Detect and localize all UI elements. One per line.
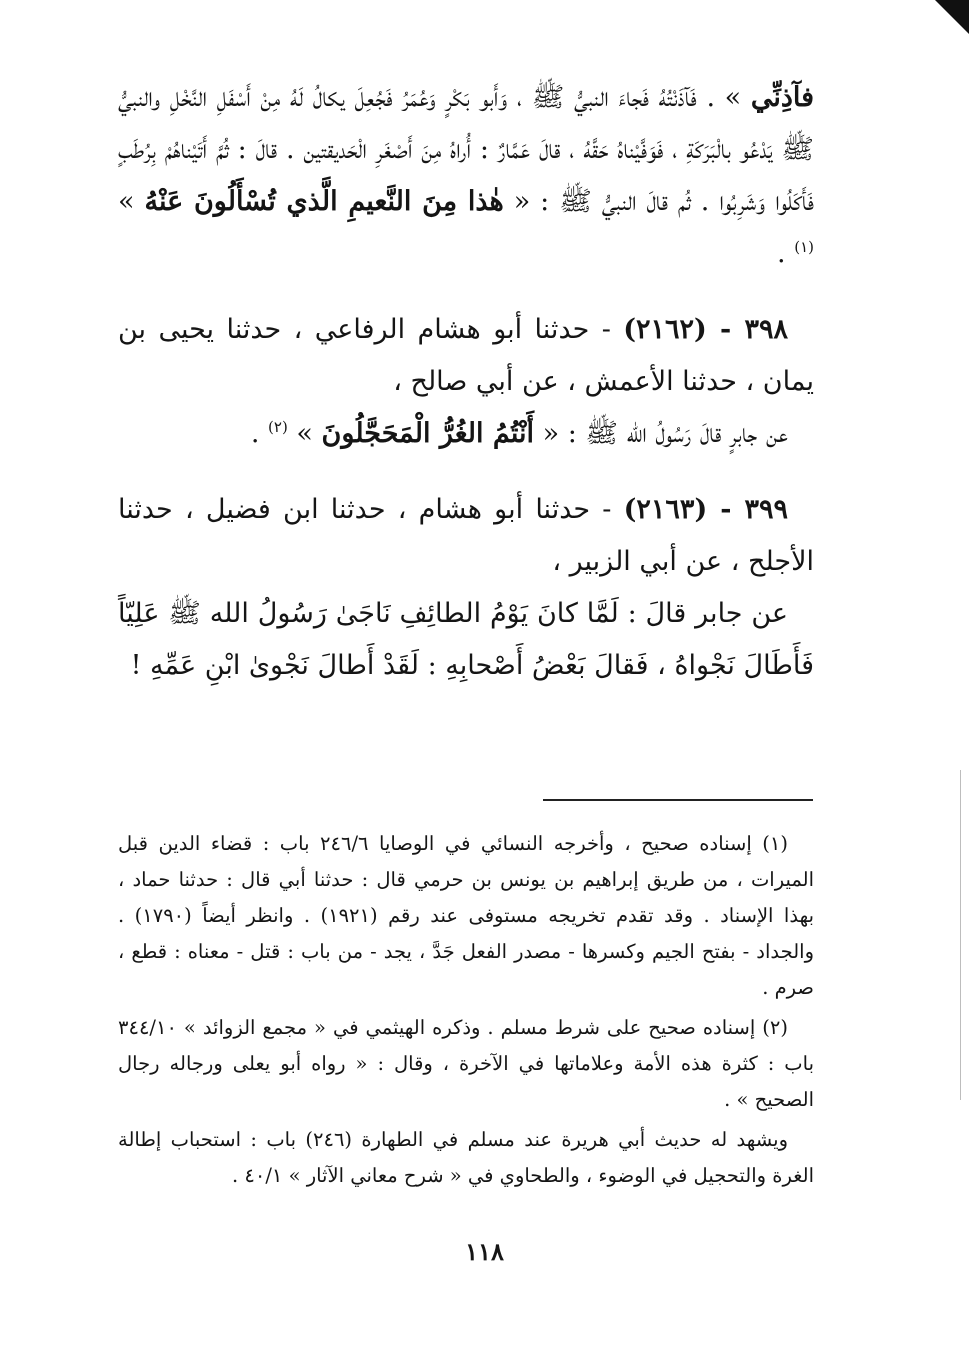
footnote-2: (٢) إسناده صحيح على شرط مسلم . وذكره الهيثمي في « مجمع الزوائد » ٣٤٤/١٠ باب : كثرة هذه الأمة وعلاماتها في الآخرة ، وقال : « رواه أبو يعلى ورجاله رجال الصحيح » . <box>118 1016 814 1111</box>
period: . <box>250 418 260 449</box>
footnote-separator <box>543 799 813 801</box>
footnote-ref-1: (١) <box>794 238 814 256</box>
hadith-398-matn <box>118 408 814 460</box>
hadith-number: ٣٩٨ - (٢١٦٢) <box>623 314 788 345</box>
period: . <box>777 238 786 269</box>
footnote-2-continued: ويشهد له حديث أبي هريرة عند مسلم في الطهارة (٢٤٦) باب : استحباب إطالة الغرة والتحجيل في الوضوء ، والطحاوي في « شرح معاني الآثار » ٤٠/١ . <box>118 1128 814 1187</box>
hadith-399-matn <box>118 588 814 692</box>
footnote-ref-2: (٢) <box>268 418 288 436</box>
scan-edge-line <box>960 770 961 1100</box>
quote-text: فآذِنِّي <box>750 82 814 113</box>
prophetic-quote: هٰذا مِنَ النَّعيمِ الَّذي تُسْأَلُونَ عَنْهُ <box>144 186 504 217</box>
quote-close: » <box>118 186 135 217</box>
footnote-1: (١) إسناده صحيح ، وأخرجه النسائي في الوصايا ٢٤٦/٦ باب : قضاء الدين قبل الميرات ، من طريق إبراهيم بن يونس بن حرمي قال : حدثنا أبي قال : حدثنا حماد ، بهذا الإسناد . وقد تقدم تخريجه مستوفى عند رقم (١٩٢١) . وانظر أيضاً (١٧٩٠) . والجداد - بفتح الجيم وكسرها - مصدر الفعل جَدَّ ، يجد - من باب : قتل - معناه : قطع ، صرم . <box>118 832 814 999</box>
isnad-text: - حدثنا أبو هشام الرفاعي ، حدثنا يحيى بن يمان ، حدثنا الأعمش ، عن أبي صالح ، <box>118 314 814 397</box>
prophetic-quote: أَنْتُمُ الغُرُّ الْمَحَجَّلُونَ <box>321 418 535 449</box>
matn-text: عن جابر قالَ : لَمَّا كانَ يَوْمُ الطائِفِ نَاجَىٰ رَسُولُ الله ﷺ عَلِيّاً فَأَطَالَ نَجْواهُ ، فَقالَ بَعْضُ أَصْحابِهِ : لَقَدْ أَطالَ نَجْوىٰ ابْنِ عَمِّهِ ! <box>118 598 814 681</box>
hadith-399-isnad <box>118 484 814 588</box>
page-number: ١١٨ <box>465 1237 504 1266</box>
hadith-397-continuation <box>118 72 814 280</box>
isnad-text: - حدثنا أبو هشام ، حدثنا ابن فضيل ، حدثنا الأجلح ، عن أبي الزبير ، <box>118 494 814 577</box>
main-text <box>118 72 814 692</box>
page-corner-mark <box>935 0 969 34</box>
matn-lead: عن جابرٍ قالَ رَسُولُ الله ﷺ : « <box>542 418 788 449</box>
footnotes <box>118 826 814 1198</box>
quote-close: » <box>296 418 313 449</box>
narrative-text: » . فَآذَنْتُهُ فَجاءَ النبيُّ ﷺ ، وَأَبو بَكْرٍ وَعُمَرُ فَجُعِلَ يكالُ لَهُ مِنْ أَسْفَلِ النَّخْلِ والنبيُّ ﷺ يَدْعُو بالْبَرَكَةِ ، فَوَفَّيْناهُ حَقَّهُ ، قالَ عَمَّارٌ : أُراهُ مِنَ أَصْغَرِ الْحَديقتين . قالَ : ثُمَّ أَتَيْناهُمْ بِرُطَبٍ فَأَكَلُوا وَشَرِبُوا . ثُم قالَ النبيُّ ﷺ : « <box>118 82 814 217</box>
hadith-398-isnad <box>118 304 814 408</box>
hadith-number: ٣٩٩ - (٢١٦٣) <box>623 494 788 525</box>
